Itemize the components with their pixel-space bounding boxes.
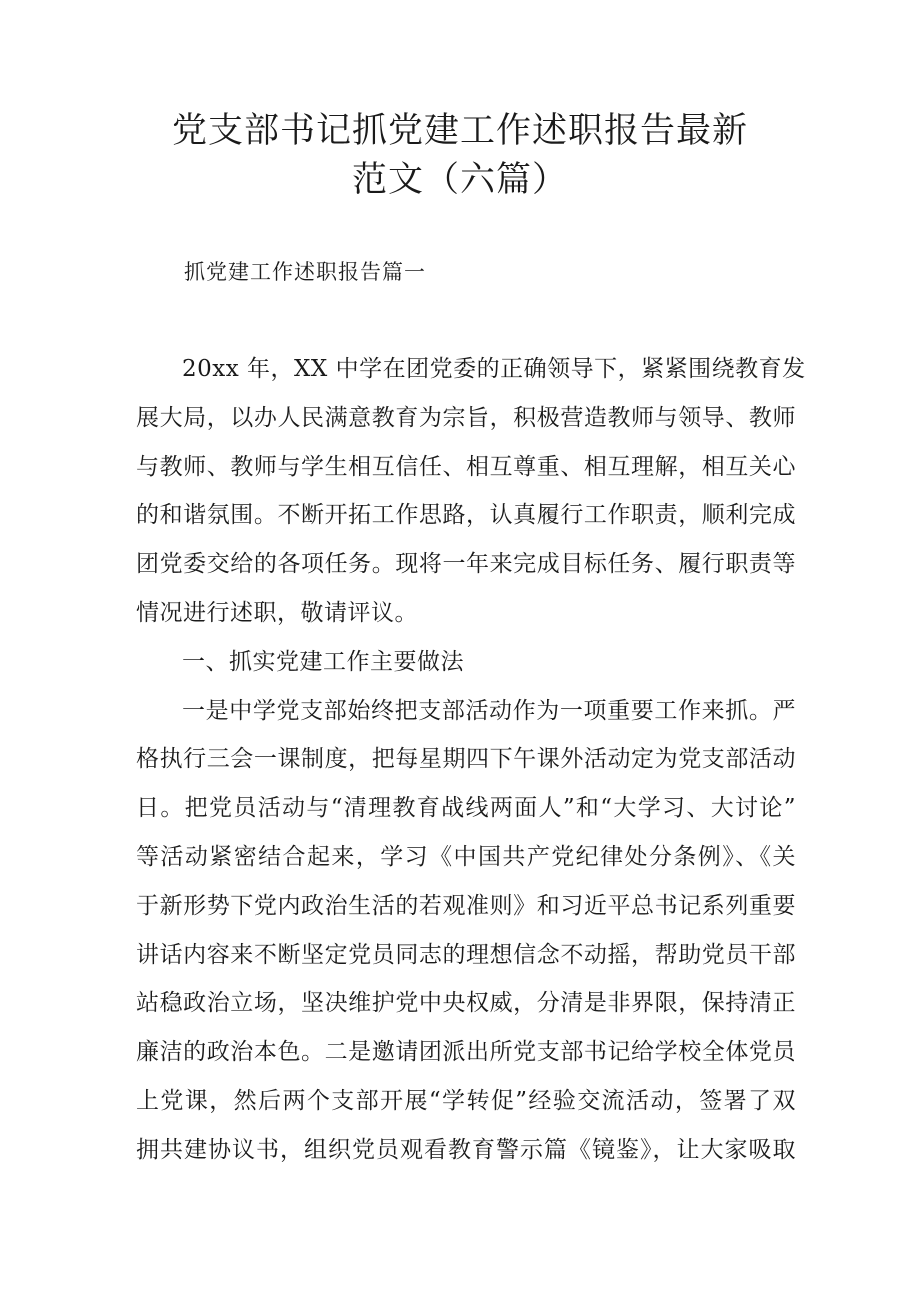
body-line: 团党委交给的各项任务。现将一年来完成目标任务、履行职责等	[136, 551, 796, 578]
body-line: 讲话内容来不断坚定党员同志的理想信念不动摇，帮助党员干部	[136, 941, 796, 968]
document-title-line-1: 党支部书记抓党建工作述职报告最新	[171, 111, 748, 151]
body-line: 20xx 年，XX 中学在团党委的正确领导下，紧紧围绕教育发	[182, 356, 806, 382]
body-heading-line: 一、抓实党建工作主要做法	[182, 648, 464, 675]
document-body	[136, 351, 806, 1181]
body-line: 与教师、教师与学生相互信任、相互尊重、相互理解，相互关心	[136, 453, 796, 480]
body-line: 于新形势下党内政治生活的若观准则》和习近平总书记系列重要	[136, 892, 796, 919]
body-line: 情况进行述职，敬请评议。	[136, 599, 418, 626]
section-heading: 抓党建工作述职报告篇一	[184, 260, 426, 284]
body-line: 一是中学党支部始终把支部活动作为一项重要工作来抓。严	[182, 697, 796, 724]
body-line: 站稳政治立场，坚决维护党中央权威，分清是非界限，保持清正	[136, 990, 796, 1017]
body-line: 的和谐氛围。不断开拓工作思路，认真履行工作职责，顺利完成	[136, 502, 796, 529]
body-line: 廉洁的政治本色。二是邀请团派出所党支部书记给学校全体党员	[136, 1039, 796, 1066]
body-line: 拥共建协议书，组织党员观看教育警示篇《镜鉴》，让大家吸取	[136, 1136, 796, 1163]
document-title-line-2: 范文（六篇）	[351, 160, 568, 200]
body-line: 上党课，然后两个支部开展“学转促”经验交流活动，签署了双	[136, 1087, 796, 1114]
body-line: 格执行三会一课制度，把每星期四下午课外活动定为党支部活动	[136, 746, 796, 773]
body-line: 展大局，以办人民满意教育为宗旨，积极营造教师与领导、教师	[136, 404, 796, 431]
body-line: 等活动紧密结合起来，学习《中国共产党纪律处分条例》、《关	[136, 843, 796, 870]
body-line: 日。把党员活动与“清理教育战线两面人”和“大学习、大讨论”	[136, 795, 796, 822]
